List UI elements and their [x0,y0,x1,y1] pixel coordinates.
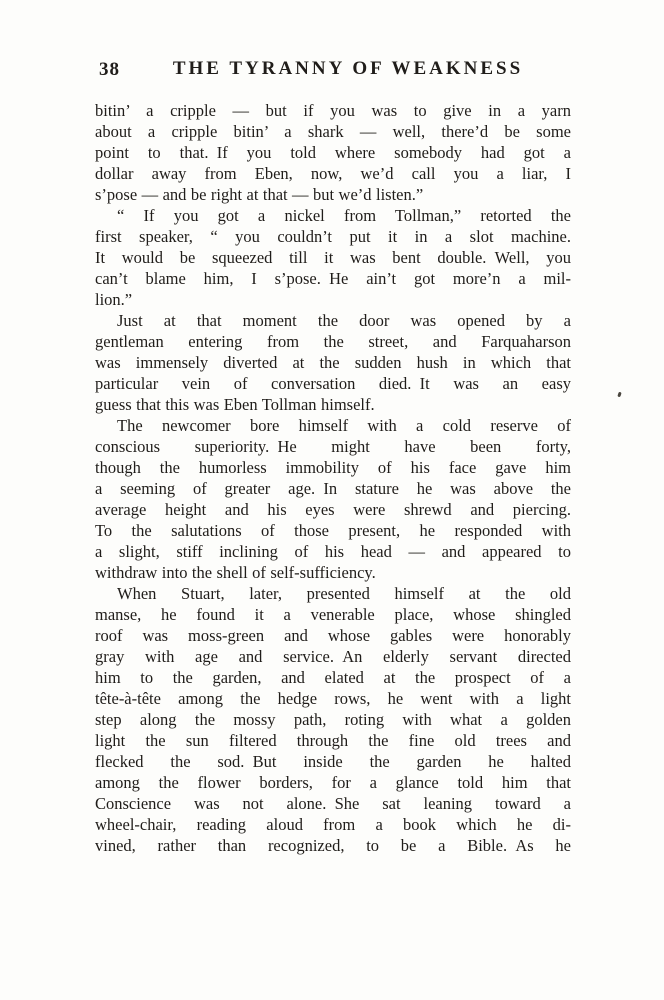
text-line: particular vein of conversation died. It was an easy [95,374,571,393]
text-line: Conscience was not alone. She sat leaning toward a [95,794,571,813]
text-line: It would be squeezed till it was bent double. Well, you [95,248,571,267]
text-line: point to that. If you told where somebody had got a [95,143,571,162]
text-line: roof was moss-green and whose gables were honorably [95,626,571,645]
page-header [95,58,571,82]
text-line: light the sun filtered through the fine old trees and [95,731,571,750]
text-line: a seeming of greater age. In stature he was above the [95,479,571,498]
text-line: first speaker, “ you couldn’t put it in a slot machine. [95,227,571,246]
text-line: wheel-chair, reading aloud from a book which he di- [95,815,571,834]
text-line: s’pose — and be right at that — but we’d listen.” [95,185,424,204]
page-number: 38 [99,59,120,80]
scan-artifact [617,392,621,398]
text-line: lion.” [95,290,133,309]
text-line: can’t blame him, I s’pose. He ain’t got more’n a mil- [95,269,571,288]
text-line: vined, rather than recognized, to be a Bible. As he [95,836,571,855]
text-line: conscious superiority. He might have been forty, [95,437,571,456]
text-line: a slight, stiff inclining of his head — and appeared to [95,542,571,561]
text-line: tête-à-tête among the hedge rows, he went with a light [95,689,571,708]
text-line: about a cripple bitin’ a shark — well, there’d be some [95,122,571,141]
text-line: manse, he found it a venerable place, whose shingled [95,605,571,624]
text-line: was immensely diverted at the sudden hush in which that [95,353,571,372]
text-line: average height and his eyes were shrewd and piercing. [95,500,571,519]
text-line: The newcomer bore himself with a cold reserve of [117,416,571,435]
body-text [95,100,571,856]
text-line: gentleman entering from the street, and Farquaharson [95,332,571,351]
text-line: gray with age and service. An elderly servant directed [95,647,571,666]
text-line: flecked the sod. But inside the garden he halted [95,752,571,771]
running-title: THE TYRANNY OF WEAKNESS [172,58,524,79]
text-line: bitin’ a cripple — but if you was to give in a yarn [95,101,571,120]
text-line: Just at that moment the door was opened by a [117,311,571,330]
text-line: though the humorless immobility of his face gave him [95,458,571,477]
text-line: When Stuart, later, presented himself at the old [117,584,571,603]
text-line: “ If you got a nickel from Tollman,” retorted the [117,206,571,225]
text-line: withdraw into the shell of self-sufficiency. [95,563,376,582]
text-line: guess that this was Eben Tollman himself. [95,395,375,414]
text-line: dollar away from Eben, now, we’d call you a liar, I [95,164,571,183]
text-line: step along the mossy path, roting with what a golden [95,710,571,729]
text-line: him to the garden, and elated at the prospect of a [95,668,571,687]
text-line: To the salutations of those present, he responded with [95,521,571,540]
text-line: among the flower borders, for a glance told him that [95,773,571,792]
